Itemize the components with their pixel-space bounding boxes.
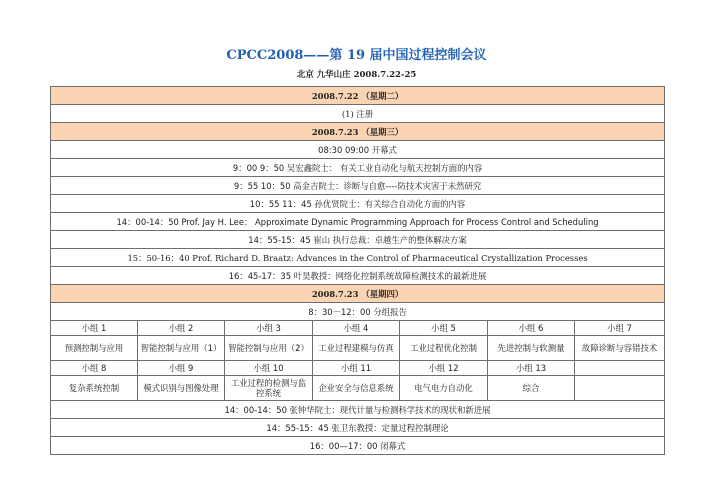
day-header: 2008.7.23 （星期三） xyxy=(51,123,665,141)
page-subtitle: 北京 九华山庄 2008.7.22-25 xyxy=(296,70,417,80)
group-label: 小组 12 xyxy=(400,361,488,376)
group-label: 小组 3 xyxy=(225,321,313,336)
session-row: 16：00—17：00 闭幕式 xyxy=(51,437,665,455)
group-label: 小组 13 xyxy=(488,361,575,376)
group-topic: 预测控制与应用 xyxy=(51,336,138,361)
session-row: 9：55 10：50 高金吉院士：诊断与自愈----防技术灾害于未然研究 xyxy=(51,177,665,195)
group-topic xyxy=(575,376,665,401)
group-topic: 智能控制与应用（1） xyxy=(138,336,225,361)
group-label: 小组 2 xyxy=(138,321,225,336)
session-row: 10：55 11：45 孙优贤院士：有关综合自动化方面的内容 xyxy=(51,195,665,213)
page-title: CPCC2008——第 19 届中国过程控制会议 xyxy=(226,48,487,63)
group-label: 小组 5 xyxy=(400,321,488,336)
session-row: 8：30－12：00 分组报告 xyxy=(51,303,665,321)
session-row: (1) 注册 xyxy=(51,105,665,123)
group-topic: 企业安全与信息系统 xyxy=(313,376,400,401)
session-row: 16：45-17：35 叶昊教授：网络化控制系统故障检测技术的最新进展 xyxy=(51,267,665,285)
session-row: 9：00 9：50 吴宏鑫院士： 有关工业自动化与航天控制方面的内容 xyxy=(51,159,665,177)
session-row: 14：55-15：45 张卫东教授：定量过程控制理论 xyxy=(51,419,665,437)
group-topic: 工业过程建模与仿真 xyxy=(313,336,400,361)
group-label: 小组 1 xyxy=(51,321,138,336)
group-topic: 工业过程的检测与监控系统 xyxy=(225,376,313,401)
group-label xyxy=(575,361,665,376)
group-topic: 模式识别与图像处理 xyxy=(138,376,225,401)
day-header: 2008.7.23 （星期四） xyxy=(51,285,665,303)
group-topic: 先进控制与软测量 xyxy=(488,336,575,361)
session-row: 15：50-16：40 Prof. Richard D. Braatz: Advances in the Control of Pharmaceutical Crystallization Processes xyxy=(51,249,665,267)
group-label: 小组 6 xyxy=(488,321,575,336)
group-topic: 故障诊断与容错技术 xyxy=(575,336,665,361)
day-header: 2008.7.22 （星期二） xyxy=(51,87,665,105)
session-row: 14：55-15：45 崔山 执行总裁：卓越生产的整体解决方案 xyxy=(51,231,665,249)
group-topic: 复杂系统控制 xyxy=(51,376,138,401)
group-label: 小组 7 xyxy=(575,321,665,336)
group-topic: 综合 xyxy=(488,376,575,401)
group-topic: 工业过程优化控制 xyxy=(400,336,488,361)
session-row: 08:30 09:00 开幕式 xyxy=(51,141,665,159)
group-label: 小组 9 xyxy=(138,361,225,376)
group-label: 小组 10 xyxy=(225,361,313,376)
session-row: 14：00-14：50 张钟华院士：现代计量与检测科学技术的现状和新进展 xyxy=(51,401,665,419)
group-topic: 电气电力自动化 xyxy=(400,376,488,401)
group-label: 小组 4 xyxy=(313,321,400,336)
session-row: 14：00-14：50 Prof. Jay H. Lee： Approximate Dynamic Programming Approach for Process Control and Scheduling xyxy=(51,213,665,231)
schedule-table xyxy=(50,86,665,455)
group-topic: 智能控制与应用（2） xyxy=(225,336,313,361)
group-label: 小组 11 xyxy=(313,361,400,376)
group-label: 小组 8 xyxy=(51,361,138,376)
